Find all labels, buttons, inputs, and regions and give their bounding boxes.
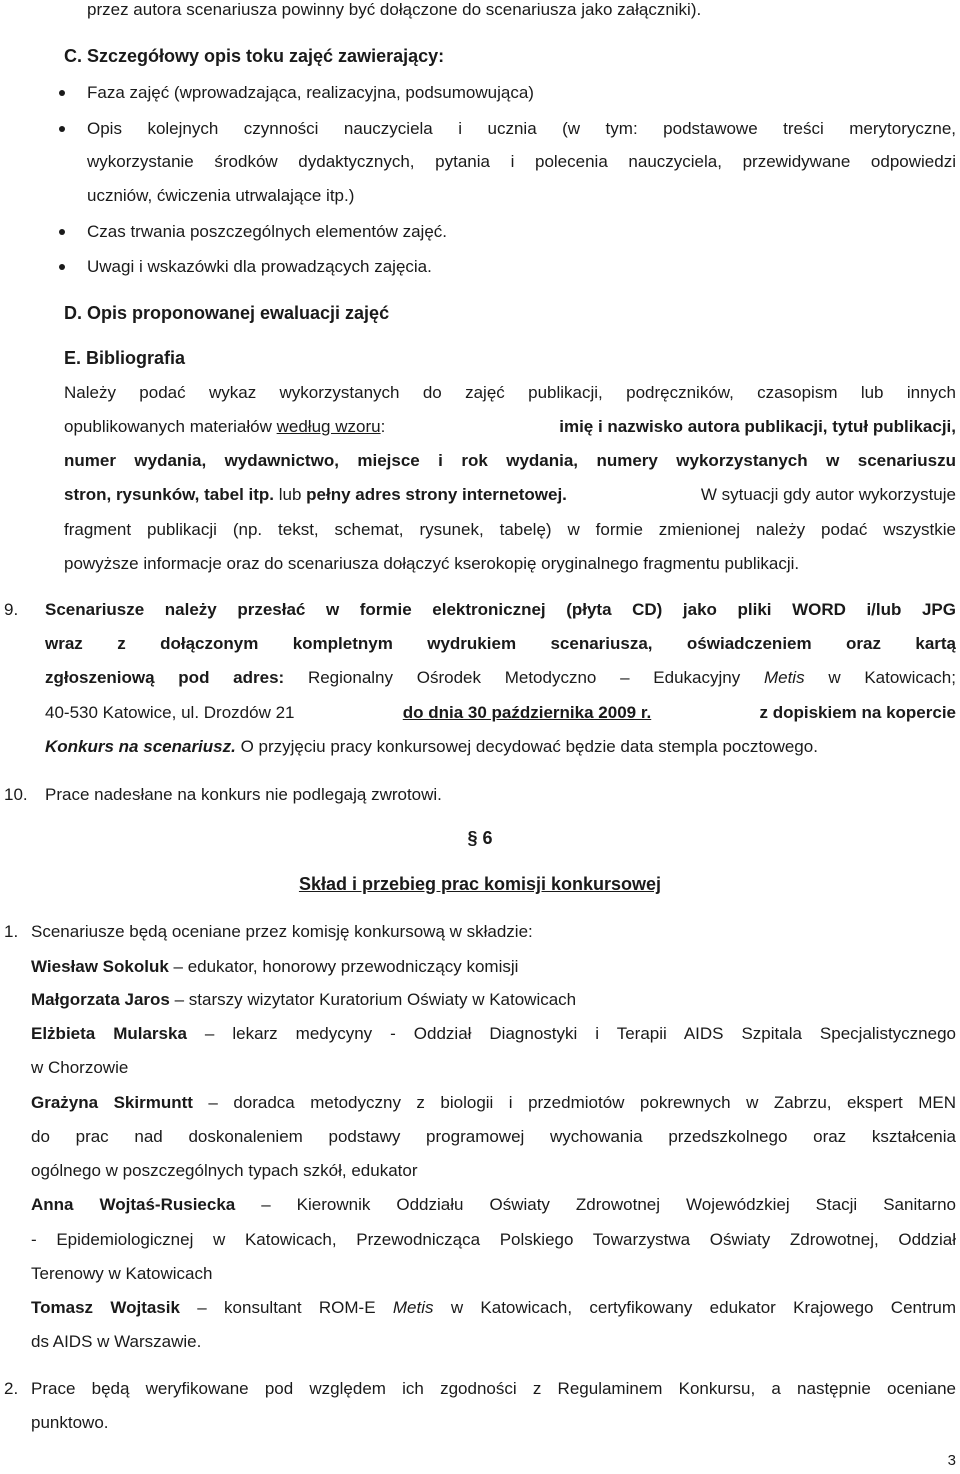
- item-9-line-2: wraz z dołączonym kompletnym wydrukiem scenariusza, oświadczeniem oraz kartą: [45, 634, 956, 653]
- item-9-line-5: Konkurs na scenariusz. O przyjęciu pracy konkursowej decydować będzie data stempla pocztowego.: [45, 737, 818, 756]
- bullet-item-1: Faza zajęć (wprowadzająca, realizacyjna, podsumowująca): [87, 83, 534, 102]
- p6-item-2-line-2: punktowo.: [31, 1413, 109, 1432]
- member-3-line-1: Elżbieta Mularska – lekarz medycyny - Oddział Diagnostyki i Terapii AIDS Szpitala Specjalistycznego: [31, 1024, 956, 1043]
- member-4-line-2: do prac nad doskonaleniem podstawy programowej wychowania przedszkolnego oraz kształcenia: [31, 1127, 956, 1146]
- member-2: Małgorzata Jaros – starszy wizytator Kuratorium Oświaty w Katowicach: [31, 990, 577, 1009]
- deadline: do dnia 30 października 2009 r.: [402, 703, 652, 722]
- bibliography-line-5: fragment publikacji (np. tekst, schemat, rysunek, tabelę) w formie zmienionej należy podać wszystkie: [64, 520, 956, 539]
- item-10-number: 10.: [4, 785, 28, 804]
- bibliography-line-3: numer wydania, wydawnictwo, miejsce i rok wydania, numery wykorzystanych w scenariuszu: [64, 451, 956, 470]
- bullet-item-2-line-2: wykorzystanie środków dydaktycznych, pytania i polecenia nauczyciela, przewidywane odpowiedzi: [87, 152, 956, 171]
- member-4-line-1: Grażyna Skirmuntt – doradca metodyczny z biologii i przedmiotów pokrewnych w Zabrzu, ekspert MEN: [31, 1093, 956, 1112]
- item-9-line-1: Scenariusze należy przesłać w formie elektronicznej (płyta CD) jako pliki WORD i/lub JPG: [45, 600, 956, 619]
- item-9-line-4: 40-530 Katowice, ul. Drozdów 21 do dnia 30 października 2009 r. z dopiskiem na kopercie: [45, 701, 956, 725]
- paragraph-6-symbol: § 6: [467, 828, 493, 848]
- bullet-item-4: Uwagi i wskazówki dla prowadzących zajęcia.: [87, 257, 432, 276]
- member-6-line-2: ds AIDS w Warszawie.: [31, 1332, 202, 1351]
- member-5-line-3: Terenowy w Katowicach: [31, 1264, 213, 1283]
- section-c-heading: C. Szczegółowy opis toku zajęć zawierający:: [64, 46, 445, 66]
- item-9-line-3: zgłoszeniową pod adres: Regionalny Ośrodek Metodyczno – Edukacyjny Metis w Katowicach;: [45, 668, 956, 687]
- bibliography-line-6: powyższe informacje oraz do scenariusza dołączyć kserokopię oryginalnego fragmentu publikacji.: [64, 554, 800, 573]
- section-e-heading: E. Bibliografia: [64, 348, 186, 368]
- member-5-line-1: Anna Wojtaś-Rusiecka – Kierownik Oddziału Oświaty Zdrowotnej Wojewódzkiej Stacji Sanitarno: [31, 1195, 956, 1214]
- item-9-number: 9.: [4, 600, 19, 619]
- member-6-line-1: Tomasz Wojtasik – konsultant ROM-E Metis w Katowicach, certyfikowany edukator Krajowego Centrum: [31, 1298, 956, 1317]
- p6-item-1-text: Scenariusze będą oceniane przez komisję konkursową w składzie:: [31, 922, 533, 941]
- section-d-heading: D. Opis proponowanej ewaluacji zajęć: [64, 303, 390, 323]
- item-10-text: Prace nadesłane na konkurs nie podlegają zwrotowi.: [45, 785, 442, 804]
- bibliography-line-4: stron, rysunków, tabel itp. lub pełny adres strony internetowej. W sytuacji gdy autor wykorzystuje: [64, 485, 956, 504]
- page-number: 3: [947, 1452, 956, 1469]
- bullet-icon: [59, 264, 65, 270]
- member-4-line-3: ogólnego w poszczególnych typach szkół, edukator: [31, 1161, 418, 1180]
- bullet-item-2-line-1: Opis kolejnych czynności nauczyciela i ucznia (w tym: podstawowe treści merytoryczne,: [87, 119, 956, 138]
- bullet-item-3: Czas trwania poszczególnych elementów zajęć.: [87, 222, 448, 241]
- p6-item-2-line-1: Prace będą weryfikowane pod względem ich zgodności z Regulaminem Konkursu, a następnie oceniane: [31, 1379, 956, 1398]
- bullet-icon: [59, 229, 65, 235]
- bibliography-line-2: opublikowanych materiałów według wzoru: imię i nazwisko autora publikacji, tytuł publikacji,: [64, 417, 956, 436]
- member-3-line-2: w Chorzowie: [31, 1058, 129, 1077]
- member-1: Wiesław Sokoluk – edukator, honorowy przewodniczący komisji: [31, 957, 519, 976]
- bullet-item-2-line-3: uczniów, ćwiczenia utrwalające itp.): [87, 186, 355, 205]
- bullet-icon: [59, 90, 65, 96]
- according-to-pattern: według wzoru: [276, 417, 381, 436]
- bibliography-line-1: Należy podać wykaz wykorzystanych do zajęć publikacji, podręczników, czasopism lub innych: [64, 383, 956, 402]
- p6-item-1-number: 1.: [4, 922, 19, 941]
- p6-item-2-number: 2.: [4, 1379, 19, 1398]
- member-5-line-2: - Epidemiologicznej w Katowicach, Przewodnicząca Polskiego Towarzystwa Oświaty Zdrowotnej, Oddział: [31, 1230, 956, 1249]
- paragraph-6-title: Skład i przebieg prac komisji konkursowej: [298, 874, 662, 894]
- top-line: przez autora scenariusza powinny być dołączone do scenariusza jako załączniki).: [87, 0, 702, 19]
- bullet-icon: [59, 126, 65, 132]
